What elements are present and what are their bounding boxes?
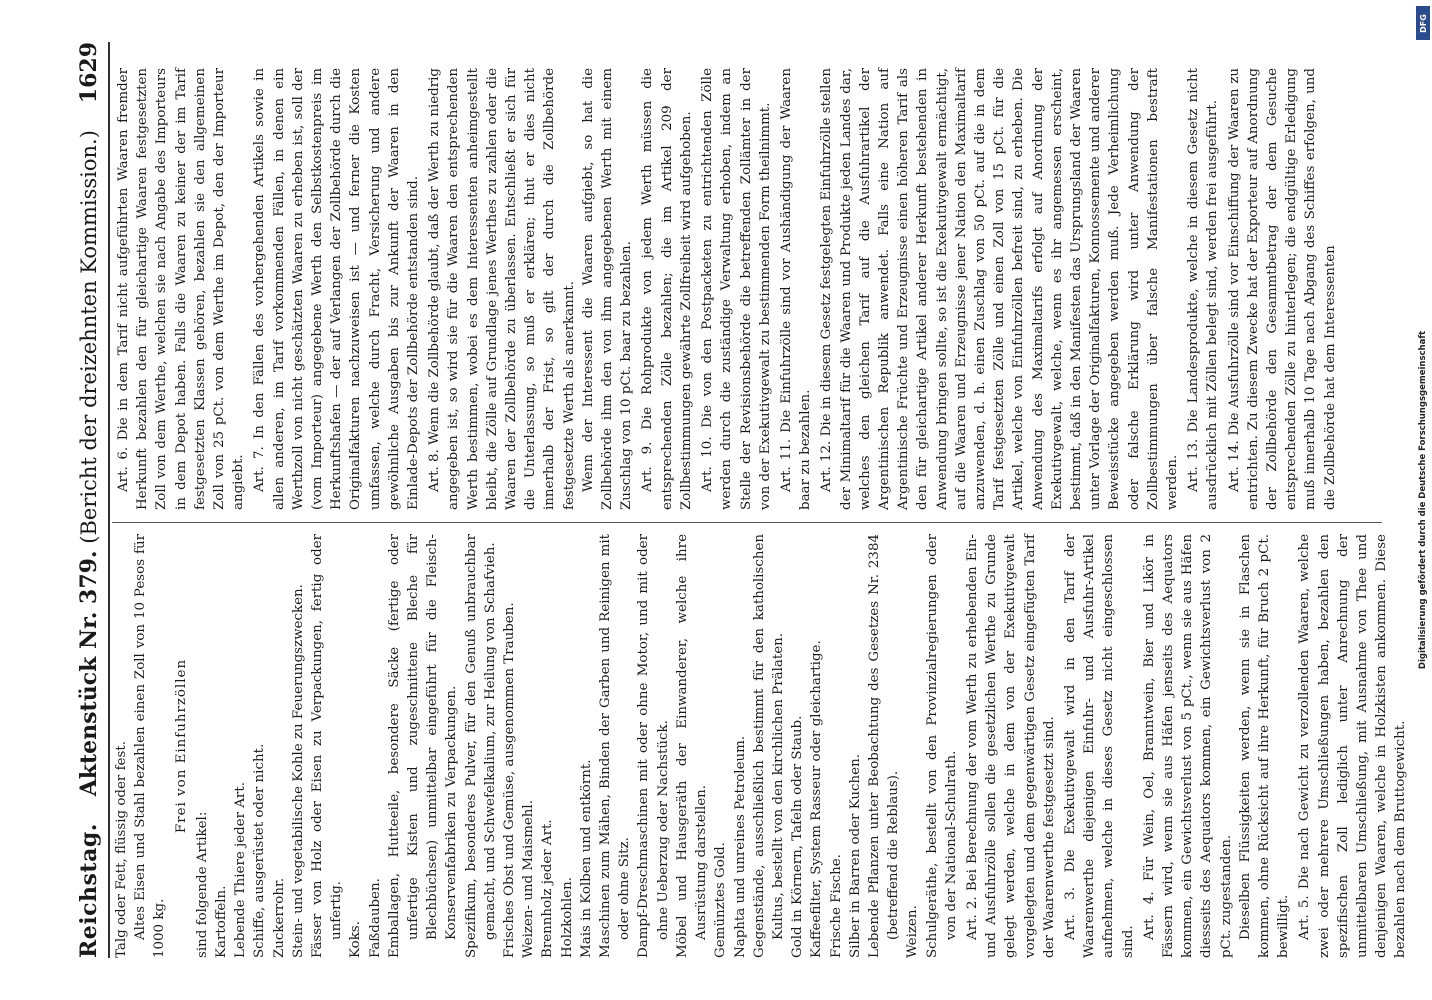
list-item: Mais in Kolben und entkörnt. <box>578 759 594 958</box>
duty-free-list <box>212 534 961 958</box>
article-3: Art. 3. Die Exekutivgewalt wird in den Tarif der Waarenwerthe diejenigen Einfuhr- und Ausfuhr-Artikel aufnehmen, welche in dieses Gesetz nicht eingeschlossen sind. <box>1062 534 1136 958</box>
list-item: Emballagen, Hutteeile, besondere Säcke (fertige oder unfertige Kisten und zugeschnittene Bleche für Blechbüchsen) unmittelbar eingeführt für die Fleisch-Konservenfabriken zu Verpackungen. <box>386 534 460 958</box>
article-5: Art. 5. Die nach Gewicht zu verzollenden Waaren, welche zwei oder mehrere Umschließungen haben, bezahlen den spezifischen Zoll lediglich unter Anrechnung der unmittelbaren Umschließung, mit Ausnahme von Thee und denjenigen Waaren, welche in Holzkisten ankommen. Diese bezahlen nach dem Bruttogewicht. <box>1297 534 1409 958</box>
dfg-logo-text: DFG <box>1418 13 1428 33</box>
page-number: 1629 <box>76 42 102 104</box>
list-item: Gold in Körnern, Tafeln oder Staub. <box>790 715 806 958</box>
article-10: Art. 10. Die von den Postpacketen zu entrichtenden Zölle werden durch die zuständige Verwaltung erhoben, indem an Stelle der Revisionsbehörde die betreffenden Zollämter in der von der Exekutivgewalt zu bestimmenden Form theilnimmt. <box>700 68 773 510</box>
header-title <box>76 130 102 796</box>
list-item: Weizen. <box>905 905 921 958</box>
list-item: Silber in Barren oder Kuchen. <box>847 754 863 958</box>
list-item: Kartoffeln. <box>214 885 230 958</box>
list-item: Weizen- und Maismehl. <box>521 800 537 958</box>
list-item: Lebende Pflanzen unter Beobachtung des Gesetzes Nr. 2384 (betreffend die Reblaus). <box>866 534 902 958</box>
article-13: Art. 13. Die Landesprodukte, welche in diesem Gesetz nicht ausdrücklich mit Zöllen belegt sind, werden frei ausgeführt. <box>1186 68 1221 510</box>
document-page <box>36 20 1409 980</box>
list-item: Schulgeräthe, bestellt von den Provinzialregierungen oder von der National-Schulrath. <box>924 534 959 958</box>
header-report-title: (Bericht der dreizehnten Kommission.) <box>77 130 101 544</box>
list-item: Holzkohlen. <box>559 877 575 958</box>
list-item: Dampf-Dreschmaschinen mit oder ohne Motor, und mit oder ohne Ueberzug oder Nachstück. <box>636 534 671 958</box>
list-item: Gemünztes Gold. <box>713 842 729 958</box>
article-6: Art. 6. Die in dem Tarif nicht aufgeführten Waaren fremder Herkunft bezahlen den für gleichartige Waaren festgesetzten Zoll von dem Werthe, welchen sie nach Angabe des Importeurs in dem Depot haben. Falls die Waaren zu keiner der im Tarif festgesetzten Klassen gehören, bezahlen sie den allgemeinen Zoll von 25 pCt. von dem Werthe im Depot, den der Importeur angiebt. <box>116 68 247 510</box>
list-item: Spezifikum, besonderes Pulver, für den Genuß unbrauchbar gemacht, und Schwefelkalium, zur Heilung von Schafvieh. <box>463 534 498 958</box>
article-14: Art. 14. Die Ausfuhrzölle sind vor Einschiffung der Waaren zu entrichten. Zu diesem Zwecke hat der Exporteur auf Anordnung der Zollbehörde den Gesammtbetrag der dem Gesuche entsprechenden Zölle zu hinterlegen; die endgültige Erledigung muß innerhalb 10 Tage nach Abgang des Schiffes erfolgen, und die Zollbehörde hat dem Interessenten <box>1226 68 1338 510</box>
section-heading: Frei von Einfuhrzöllen <box>173 658 189 834</box>
list-item: Brennholz jeder Art. <box>540 819 556 958</box>
list-item: Maschinen zum Mähen, Binden der Garben und Reinigen mit oder ohne Sitz. <box>598 534 633 958</box>
article-4: Art. 4. Für Wein, Oel, Branntwein, Bier und Likör in Fässern wird, wenn sie aus Häfen jenseits des Aequators kommen, ein Gewichtsverlust von 5 pCt., wenn sie aus Häfen diesseits des Aequators kommen, ein Gewichtsverlust von 2 pCt. zugestanden. <box>1141 534 1234 958</box>
left-column <box>112 534 1409 958</box>
list-item: Frische Fische. <box>828 854 844 958</box>
digitization-credit-text: Digitalisierung gefördert durch die Deutsche Forschungsgemeinschaft <box>1418 330 1429 670</box>
article-8: Art. 8. Wenn die Zollbehörde glaubt, daß der Werth zu niedrig angegeben ist, so wird sie für die Waaren den entsprechenden Werth bestimmen, wobei es dem Interessenten anheimgestellt bleibt, die Zölle auf Grundlage jenes Werthes zu zahlen oder die Waaren der Zollbehörde zu überlassen. Entschließt er sich für die Unterlassung, so muß er erklären; thut er dies nicht innerhalb der Frist, so gilt der durch die Zollbehörde festgesetzte Werth als anerkannt. <box>427 68 577 510</box>
text-paragraph: Altes Eisen und Stahl bezahlen einen Zoll von 10 Pesos für 1000 kg. <box>133 534 168 958</box>
right-column <box>112 68 1382 510</box>
digitization-credit <box>1414 0 1432 1000</box>
list-item: Gegenstände, ausschließlich bestimmt für den katholischen Kultus, bestellt von den kirchlichen Prälaten. <box>751 534 786 958</box>
list-item: Möbel und Hausgeräth der Einwanderer, welche ihre Ausrüstung darstellen. <box>674 534 710 958</box>
text-paragraph: sind folgende Artikel: <box>194 811 210 958</box>
page-header <box>52 42 110 958</box>
list-item: Zuckerrohr. <box>271 877 287 958</box>
header-document-number: Aktenstück Nr. 379. <box>76 550 102 797</box>
article-2: Art. 2. Bei Berechnung der vom Werth zu erhebenden Ein- und Ausfuhrzölle sollen die gesetzlichen Werthe zu Grunde gelegt werden, welche in dem von der Exekutivgewalt vorgelegten und dem gegenwärtigen Gesetz eingefügten Tarif der Waarenwerthe festgesetzt sind. <box>964 534 1057 958</box>
text-paragraph: Talg oder Fett, flüssig oder fest. <box>114 741 129 958</box>
list-item: Faßdauben. <box>367 878 383 958</box>
header-left: Reichstag. <box>76 823 102 958</box>
article-9: Art. 9. Die Rohprodukte von jedem Werth müssen die entsprechenden Zölle bezahlen; die im Artikel 209 der Zollbestimmungen gewährte Zollfreiheit wird aufgehoben. <box>640 68 694 510</box>
dfg-logo <box>1416 6 1430 40</box>
article-11: Art. 11. Die Einfuhrzölle sind vor Aushändigung der Waaren baar zu bezahlen. <box>778 68 814 510</box>
list-item: Fässer von Holz oder Eisen zu Verpackungen, fertig oder unfertig. <box>310 534 345 958</box>
article-8-continuation: Wenn der Interessent die Waaren aufgiebt, so hat die Zollbehörde ihm den von ihm angegebenen Werth mit einem Zuschlag von 10 pCt. baar zu bezahlen. <box>580 68 635 510</box>
list-item: Frisches Obst und Gemüse, ausgenommen Trauben. <box>502 602 518 958</box>
column-divider <box>112 522 1382 523</box>
list-item: Naphta und unreines Petroleum. <box>732 735 748 958</box>
article-4-continuation: Dieselben Flüssigkeiten werden, wenn sie in Flaschen kommen, ohne Rücksicht auf ihre Herkunft, für Bruch 2 pCt. bewilligt. <box>1237 534 1292 958</box>
article-12: Art. 12. Die in diesem Gesetz festgelegten Einfuhrzölle stellen der Minimaltarif für die Waaren und Produkte jeden Landes dar, welches den gleichen Tarif auf die Ausfuhrartikel der Argentinischen Republik anwendet. Falls eine Nation auf Argentinische Früchte und Erzeugnisse einen höheren Tarif als den für gleichartige Artikel anderer Herkunft bestehenden in Anwendung bringen sollte, so ist die Exekutivgewalt ermächtigt, auf die Waaren und Erzeugnisse jener Nation den Maximaltarif anzuwenden, d. h. einen Zuschlag von 50 pCt. auf die in dem Tarif festgesetzten Zölle und einen Zoll von 15 pCt. für die Artikel, welche von Einfuhrzöllen befreit sind, zu erheben. Die Anwendung des Maximaltarifs erfolgt auf Anordnung der Exekutivgewalt, welche, wenn es ihr angemessen erscheint, bestimmt, daß in den Manifesten das Ursprungsland der Waaren unter Vorlage der Originalfakturen, Konnossemente und anderer Beweisstücke angegeben werden muß. Jede Verheimlichung oder falsche Erklärung wird unter Anwendung der Zollbestimmungen über falsche Manifestationen bestraft werden. <box>819 68 1180 510</box>
list-item: Schiffe, ausgerüstet oder nicht. <box>252 743 268 958</box>
list-item: Stein- und vegetabilische Kohle zu Feuerungszwecken. <box>290 584 306 958</box>
article-7: Art. 7. In den Fällen des vorhergehenden Artikels sowie in allen anderen, im Tarif vorkommenden Fällen, in denen ein Werthzoll von nicht geschätzten Waaren zu erheben ist, soll der (vom Importeur) angegebene Werth den Selbstkostenpreis im Herkunftshafen — der auf Verlangen der Zollbehörde durch die Originalfakturen nachzuweisen ist — und ferner die Kosten umfassen, welche durch Fracht, Versicherung und andere gewöhnliche Ausgaben bis zur Ankunft der Waaren in den Einlade-Depots der Zollbehörde entstanden sind. <box>252 68 422 510</box>
list-item: Koks. <box>348 921 364 958</box>
list-item: Kaffeefilter, System Rasseur oder gleichartige. <box>809 640 825 958</box>
list-item: Lebende Thiere jeder Art. <box>233 782 249 958</box>
